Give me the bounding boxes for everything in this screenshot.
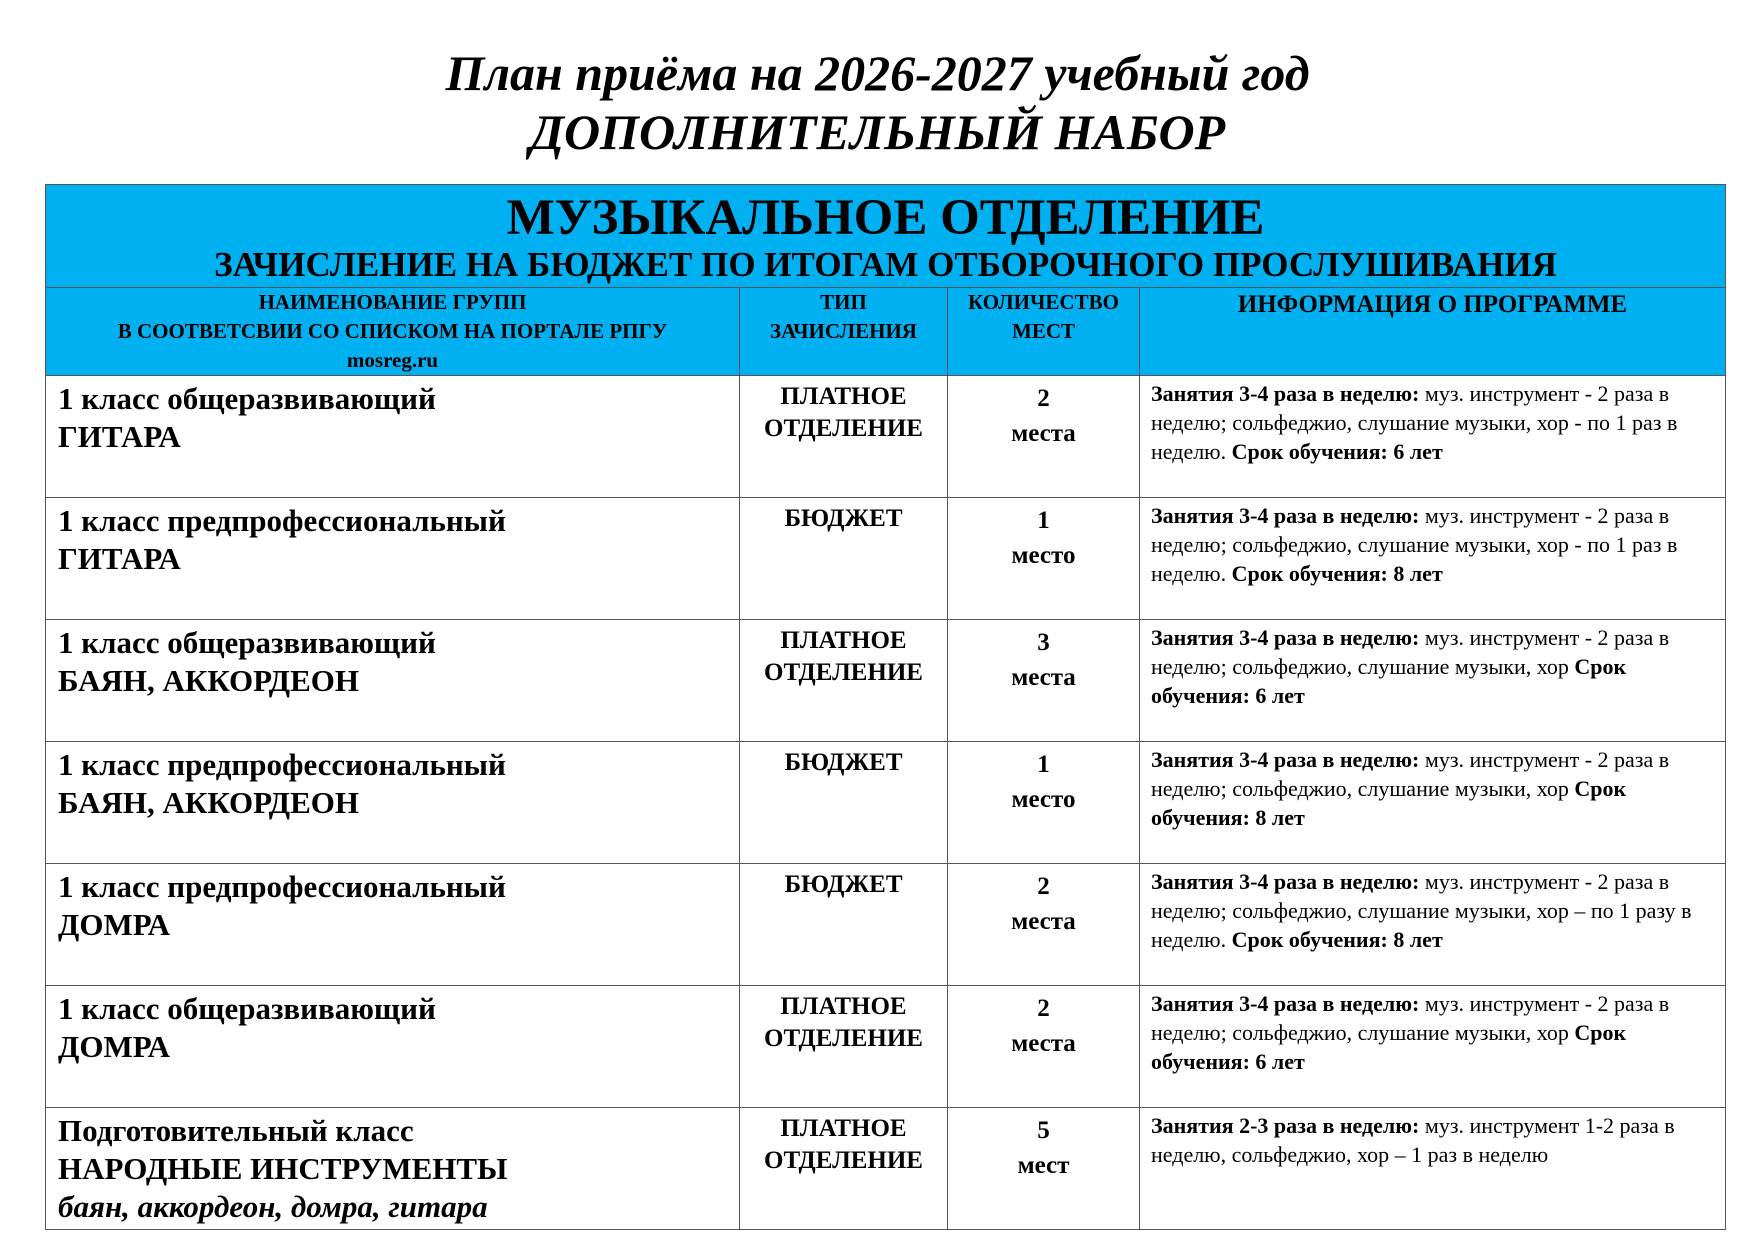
places-count-cell — [948, 498, 1140, 620]
places-count-cell — [948, 1108, 1140, 1230]
column-header-count: КОЛИЧЕСТВО МЕСТ — [948, 288, 1140, 376]
table-row — [46, 742, 1726, 864]
places-count-word: места — [1011, 420, 1076, 447]
table-row — [46, 986, 1726, 1108]
enrollment-type-line2: ОТДЕЛЕНИЕ — [764, 659, 923, 686]
table-row — [46, 620, 1726, 742]
group-name-cell — [46, 986, 740, 1108]
program-details: муз. инструмент - 2 раза в неделю; сольфеджио, слушание музыки, хор — [1151, 625, 1670, 679]
places-count-word: места — [1011, 1030, 1076, 1057]
page-title-line1: План приёма на 2026-2027 учебный год — [445, 45, 1310, 101]
group-instrument: ДОМРА — [58, 907, 171, 942]
enrollment-type-line1: БЮДЖЕТ — [784, 505, 903, 532]
places-count-number: 3 — [1037, 629, 1050, 656]
places-count-number: 2 — [1037, 995, 1050, 1022]
group-instrument: ГИТАРА — [58, 541, 181, 576]
group-name-cell — [46, 1108, 740, 1230]
places-count-cell — [948, 376, 1140, 498]
places-count-number: 2 — [1037, 385, 1050, 412]
program-info-cell — [1140, 498, 1726, 620]
program-details: муз. инструмент - 2 раза в неделю; сольфеджио, слушание музыки, хор — [1151, 991, 1670, 1045]
program-duration: Срок обучения: 8 лет — [1231, 561, 1443, 586]
table-row — [46, 1108, 1726, 1230]
department-header-row — [46, 185, 1726, 288]
places-count-word: места — [1011, 908, 1076, 935]
program-duration: Срок обучения: 6 лет — [1151, 1020, 1627, 1074]
program-info-cell — [1140, 1108, 1726, 1230]
group-class: 1 класс предпрофессиональный — [58, 747, 506, 782]
places-count-cell — [948, 986, 1140, 1108]
table-row — [46, 376, 1726, 498]
group-instrument: ДОМРА — [58, 1029, 171, 1064]
places-count-word: места — [1011, 664, 1076, 691]
group-class: 1 класс общеразвивающий — [58, 991, 436, 1026]
admission-plan-table — [45, 184, 1726, 1230]
program-info-cell — [1140, 864, 1726, 986]
group-name-cell — [46, 498, 740, 620]
places-count-number: 1 — [1037, 507, 1050, 534]
group-name-cell — [46, 742, 740, 864]
department-header — [46, 185, 1726, 288]
group-name-cell — [46, 864, 740, 986]
group-name-cell — [46, 620, 740, 742]
table-row — [46, 864, 1726, 986]
enrollment-type-line1: ПЛАТНОЕ — [780, 383, 907, 410]
enrollment-type-cell — [740, 498, 948, 620]
department-title: МУЗЫКАЛЬНОЕ ОТДЕЛЕНИЕ — [506, 190, 1265, 246]
enrollment-type-line1: ПЛАТНОЕ — [780, 1115, 907, 1142]
program-info-cell — [1140, 376, 1726, 498]
group-instrument: БАЯН, АККОРДЕОН — [58, 785, 360, 820]
enrollment-type-cell — [740, 986, 948, 1108]
program-info-cell — [1140, 620, 1726, 742]
program-duration: Срок обучения: 6 лет — [1231, 439, 1443, 464]
program-details: муз. инструмент - 2 раза в неделю; сольфеджио, слушание музыки, хор - по 1 раз в неделю. — [1151, 381, 1678, 464]
enrollment-type-line2: ОТДЕЛЕНИЕ — [764, 1025, 923, 1052]
enrollment-type-cell — [740, 742, 948, 864]
program-duration: Срок обучения: 8 лет — [1231, 927, 1443, 952]
enrollment-type-line1: БЮДЖЕТ — [784, 871, 903, 898]
places-count-number: 5 — [1037, 1117, 1050, 1144]
places-count-word: мест — [1017, 1152, 1070, 1179]
places-count-cell — [948, 620, 1140, 742]
program-schedule: Занятия 2-3 раза в неделю: — [1151, 1113, 1420, 1138]
places-count-number: 2 — [1037, 873, 1050, 900]
program-schedule: Занятия 3-4 раза в неделю: — [1151, 991, 1420, 1016]
enrollment-type-cell — [740, 620, 948, 742]
program-details: муз. инструмент - 2 раза в неделю; сольфеджио, слушание музыки, хор — [1151, 747, 1670, 801]
department-subtitle: ЗАЧИСЛЕНИЕ НА БЮДЖЕТ ПО ИТОГАМ ОТБОРОЧНОГО ПРОСЛУШИВАНИЯ — [214, 245, 1557, 284]
group-name-cell — [46, 376, 740, 498]
program-info-cell — [1140, 986, 1726, 1108]
table-row — [46, 498, 1726, 620]
enrollment-type-line1: БЮДЖЕТ — [784, 749, 903, 776]
program-schedule: Занятия 3-4 раза в неделю: — [1151, 503, 1420, 528]
enrollment-type-line2: ОТДЕЛЕНИЕ — [764, 415, 923, 442]
group-instrument: БАЯН, АККОРДЕОН — [58, 663, 360, 698]
column-header-row — [46, 288, 1726, 376]
column-header-type: ТИП ЗАЧИСЛЕНИЯ — [740, 288, 948, 376]
program-details: муз. инструмент - 2 раза в неделю; сольфеджио, слушание музыки, хор – по 1 разу в неделю. — [1151, 869, 1692, 952]
places-count-number: 1 — [1037, 751, 1050, 778]
group-instrument: ГИТАРА — [58, 419, 181, 454]
places-count-word: место — [1011, 786, 1076, 813]
group-class: 1 класс общеразвивающий — [58, 381, 436, 416]
program-details: муз. инструмент 1-2 раза в неделю, сольфеджио, хор – 1 раз в неделю — [1151, 1113, 1675, 1167]
page-title — [0, 44, 1755, 162]
group-class: 1 класс общеразвивающий — [58, 625, 436, 660]
enrollment-type-cell — [740, 1108, 948, 1230]
enrollment-type-cell — [740, 376, 948, 498]
enrollment-type-line1: ПЛАТНОЕ — [780, 993, 907, 1020]
places-count-word: место — [1011, 542, 1076, 569]
enrollment-type-line1: ПЛАТНОЕ — [780, 627, 907, 654]
group-class: 1 класс предпрофессиональный — [58, 503, 506, 538]
enrollment-type-cell — [740, 864, 948, 986]
program-details: муз. инструмент - 2 раза в неделю; сольфеджио, слушание музыки, хор - по 1 раз в неделю. — [1151, 503, 1678, 586]
places-count-cell — [948, 864, 1140, 986]
page-title-line2: ДОПОЛНИТЕЛЬНЫЙ НАБОР — [529, 104, 1226, 160]
program-schedule: Занятия 3-4 раза в неделю: — [1151, 625, 1420, 650]
program-duration: Срок обучения: 6 лет — [1151, 654, 1627, 708]
group-class: Подготовительный класс — [58, 1113, 414, 1148]
column-header-group: НАИМЕНОВАНИЕ ГРУПП В СООТВЕТСВИИ СО СПИСКОМ НА ПОРТАЛЕ РПГУ mosreg.ru — [46, 288, 740, 376]
group-class: 1 класс предпрофессиональный — [58, 869, 506, 904]
column-header-info: ИНФОРМАЦИЯ О ПРОГРАММЕ — [1140, 288, 1726, 376]
program-duration: Срок обучения: 8 лет — [1151, 776, 1627, 830]
places-count-cell — [948, 742, 1140, 864]
program-schedule: Занятия 3-4 раза в неделю: — [1151, 747, 1420, 772]
program-info-cell — [1140, 742, 1726, 864]
group-instrument: НАРОДНЫЕ ИНСТРУМЕНТЫ — [58, 1151, 508, 1186]
program-schedule: Занятия 3-4 раза в неделю: — [1151, 381, 1420, 406]
program-schedule: Занятия 3-4 раза в неделю: — [1151, 869, 1420, 894]
enrollment-type-line2: ОТДЕЛЕНИЕ — [764, 1147, 923, 1174]
group-instrument-list: баян, аккордеон, домра, гитара — [58, 1189, 488, 1224]
